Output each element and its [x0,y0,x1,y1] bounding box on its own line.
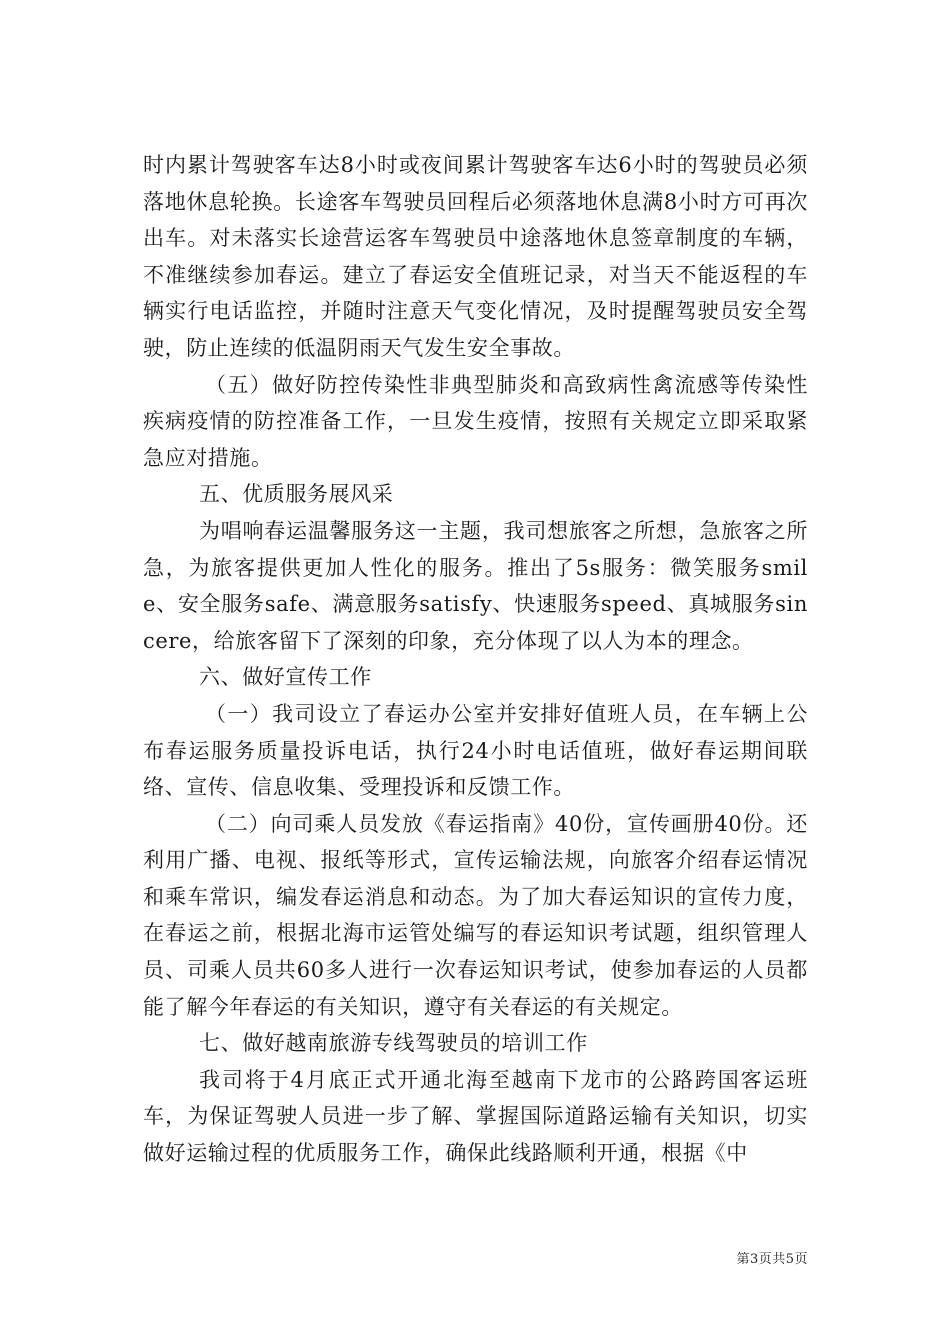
document-body [143,147,808,1172]
paragraph-epidemic-prevention: （五）做好防控传染性非典型肺炎和高致病性禽流感等传染性疾病疫情的防控准备工作，一旦发生疫情，按照有关规定立即采取紧急应对措施。 [143,372,808,470]
section-heading-quality-service: 五、优质服务展风采 [199,482,394,507]
section-heading-vietnam-training: 七、做好越南旅游专线驾驶员的培训工作 [199,1031,588,1056]
paragraph-5s-service: 为唱响春运温馨服务这一主题，我司想旅客之所想，急旅客之所急，为旅客提供更加人性化的服务。推出了5s服务：微笑服务smile、安全服务safe、满意服务satisfy、快速服务speed、真城服务sincere，给旅客留下了深刻的印象，充分体现了以人为本的理念。 [143,518,808,653]
paragraph-vietnam-route: 我司将于4月底正式开通北海至越南下龙市的公路跨国客运班车，为保证驾驶人员进一步了解、掌握国际道路运输有关知识，切实做好运输过程的优质服务工作，确保此线路顺利开通，根据《中 [143,1067,808,1166]
paragraph-publicity-materials: （二）向司乘人员发放《春运指南》40份，宣传画册40份。还利用广播、电视、报纸等形式，宣传运输法规，向旅客介绍春运情况和乘车常识，编发春运消息和动态。为了加大春运知识的宣传力度，在春运之前，根据北海市运管处编写的春运知识考试题，组织管理人员、司乘人员共60多人进行一次春运知识考试，使参加春运的人员都能了解今年春运的有关知识，遵守有关春运的有关规定。 [143,811,808,1019]
paragraph-safety-rest: 时内累计驾驶客车达8小时或夜间累计驾驶客车达6小时的驾驶员必须落地休息轮换。长途客车驾驶员回程后必须落地休息满8小时方可再次出车。对未落实长途营运客车驾驶员中途落地休息签章制度的车辆，不准继续参加春运。建立了春运安全值班记录，对当天不能返程的车辆实行电话监控，并随时注意天气变化情况，及时提醒驾驶员安全驾驶，防止连续的低温阴雨天气发生安全事故。 [143,153,808,360]
paragraph-publicity-office: （一）我司设立了春运办公室并安排好值班人员，在车辆上公布春运服务质量投诉电话，执行24小时电话值班，做好春运期间联络、宣传、信息收集、受理投诉和反馈工作。 [143,701,808,800]
page-number-footer: 第3页共5页 [736,1252,808,1267]
section-heading-publicity: 六、做好宣传工作 [199,665,372,690]
